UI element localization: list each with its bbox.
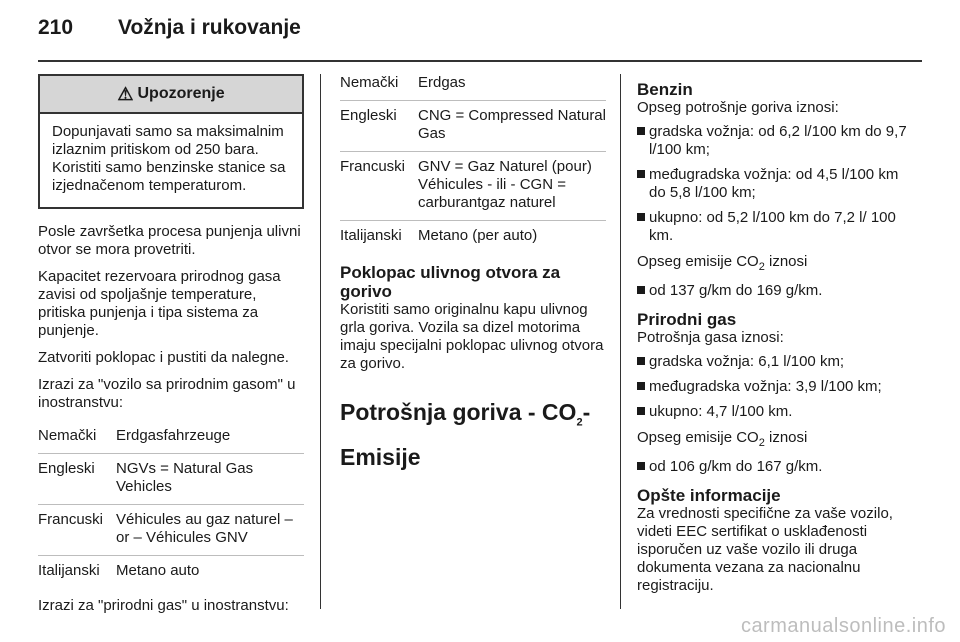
warning-title: Upozorenje (137, 85, 225, 102)
term-language: Francuski (38, 511, 104, 528)
term-value: GNV = Gaz Naturel (pour) Véhicules - ili - CGN = carburantgaz naturel (418, 158, 592, 211)
section-heading: Poklopac ulivnog otvora za gorivo (340, 263, 561, 301)
warning-header (40, 76, 302, 114)
term-language: Nemački (340, 74, 399, 91)
list-item (637, 378, 907, 396)
warning-text: Dopunjavati samo sa maksimalnim izlaznim pritiskom od 250 bara. Koristiti samo benzinske stanice sa izjednačenom temperaturom. (52, 123, 286, 194)
paragraph: Zatvoriti poklopac i pustiti da nalegne. (38, 349, 289, 366)
list-item-text: gradska vožnja: od 6,2 l/100 km do 9,7 l/100 km; (649, 123, 907, 158)
bullet-icon (637, 213, 645, 221)
term-value: Metano (per auto) (418, 227, 538, 244)
section-heading-large (340, 395, 606, 474)
section-heading: Prirodni gas (637, 310, 737, 329)
bullet-list (637, 282, 907, 300)
heading-text: -Emisije (340, 399, 591, 470)
watermark: carmanualsonline.info (740, 615, 946, 637)
list-item (637, 209, 907, 245)
bullet-icon (637, 407, 645, 415)
table-row (38, 421, 304, 454)
page-header (38, 16, 922, 56)
column-left (38, 74, 304, 624)
header-divider (38, 60, 922, 62)
warning-triangle-icon: ⚠ (117, 84, 134, 104)
list-item-text: međugradska vožnja: od 4,5 l/100 km do 5,8 l/100 km; (649, 166, 899, 201)
list-item (637, 123, 907, 159)
page-title: Vožnja i rukovanje (118, 16, 301, 39)
column-divider (320, 74, 321, 609)
paragraph: Posle završetka procesa punjenja ulivni otvor se mora provetriti. (38, 223, 301, 258)
subscript: 2 (758, 261, 765, 273)
list-item-text: gradska vožnja: 6,1 l/100 km; (649, 353, 845, 370)
paragraph: Za vrednosti specifične za vaše vozilo, videti EEC sertifikat o usklađenosti isporučen uz vaše vozilo ili druga dokumenta vezana za nacionalnu registraciju. (637, 505, 893, 594)
text: Opseg emisije CO (637, 429, 759, 446)
term-language: Italijanski (340, 227, 402, 244)
term-language: Nemački (38, 427, 97, 444)
paragraph: Opseg potrošnje goriva iznosi: (637, 99, 839, 116)
list-item-text: ukupno: 4,7 l/100 km. (649, 403, 793, 420)
bullet-icon (637, 462, 645, 470)
section-heading: Benzin (637, 80, 693, 99)
list-item-text: od 106 g/km do 167 g/km. (649, 458, 823, 475)
term-value: Erdgas (418, 74, 466, 91)
paragraph: Potrošnja gasa iznosi: (637, 329, 784, 346)
warning-box (38, 74, 304, 209)
table-row (340, 152, 606, 221)
paragraph: Kapacitet rezervoara prirodnog gasa zavisi od spoljašnje temperature, pritiska punjenja i tipa sistema za punjenje. (38, 268, 281, 339)
bullet-icon (637, 170, 645, 178)
text: Opseg emisije CO (637, 253, 759, 270)
column-right (637, 74, 907, 604)
table-row (38, 454, 304, 505)
term-value: NGVs = Natural Gas Vehicles (116, 460, 254, 495)
subscript: 2 (576, 416, 583, 429)
bullet-icon (637, 127, 645, 135)
term-language: Engleski (340, 107, 397, 124)
term-value: Véhicules au gaz naturel – or – Véhicules GNV (116, 511, 293, 546)
subscript: 2 (758, 437, 765, 449)
term-value: CNG = Compressed Natural Gas (418, 107, 606, 142)
term-language: Engleski (38, 460, 95, 477)
column-middle (340, 74, 606, 474)
bullet-list (637, 458, 907, 476)
list-item (637, 282, 907, 300)
term-value: Erdgasfahrzeuge (116, 427, 231, 444)
text: iznosi (764, 429, 808, 446)
table-row (340, 221, 606, 253)
column-divider (620, 74, 621, 609)
list-item (637, 353, 907, 371)
table-row (38, 505, 304, 556)
term-language: Francuski (340, 158, 406, 175)
list-item (637, 166, 907, 202)
bullet-icon (637, 357, 645, 365)
table-row (38, 556, 304, 588)
list-item (637, 458, 907, 476)
bullet-list (637, 353, 907, 421)
paragraph (637, 429, 907, 452)
page-number: 210 (38, 16, 74, 39)
terms-table-vehicle (38, 421, 304, 588)
list-item (637, 403, 907, 421)
paragraph: Koristiti samo originalnu kapu ulivnog grla goriva. Vozila sa dizel motorima imaju specijalni poklopac ulivnog otvora za gorivo. (340, 301, 604, 372)
paragraph: Izrazi za "vozilo sa prirodnim gasom" u inostranstvu: (38, 376, 296, 411)
table-row (340, 101, 606, 152)
list-item-text: međugradska vožnja: 3,9 l/100 km; (649, 378, 882, 395)
list-item-text: ukupno: od 5,2 l/100 km do 7,2 l/ 100 km. (649, 209, 896, 244)
section-heading: Opšte informacije (637, 486, 781, 505)
terms-table-gas (340, 68, 606, 253)
list-item-text: od 137 g/km do 169 g/km. (649, 282, 823, 299)
bullet-list (637, 123, 907, 245)
bullet-icon (637, 286, 645, 294)
table-row (340, 68, 606, 101)
bullet-icon (637, 382, 645, 390)
text: iznosi (764, 253, 808, 270)
paragraph (637, 253, 907, 276)
term-value: Metano auto (116, 562, 200, 579)
paragraph: Izrazi za "prirodni gas" u inostranstvu: (38, 597, 289, 614)
heading-text: Potrošnja goriva - CO (340, 399, 577, 425)
term-language: Italijanski (38, 562, 100, 579)
